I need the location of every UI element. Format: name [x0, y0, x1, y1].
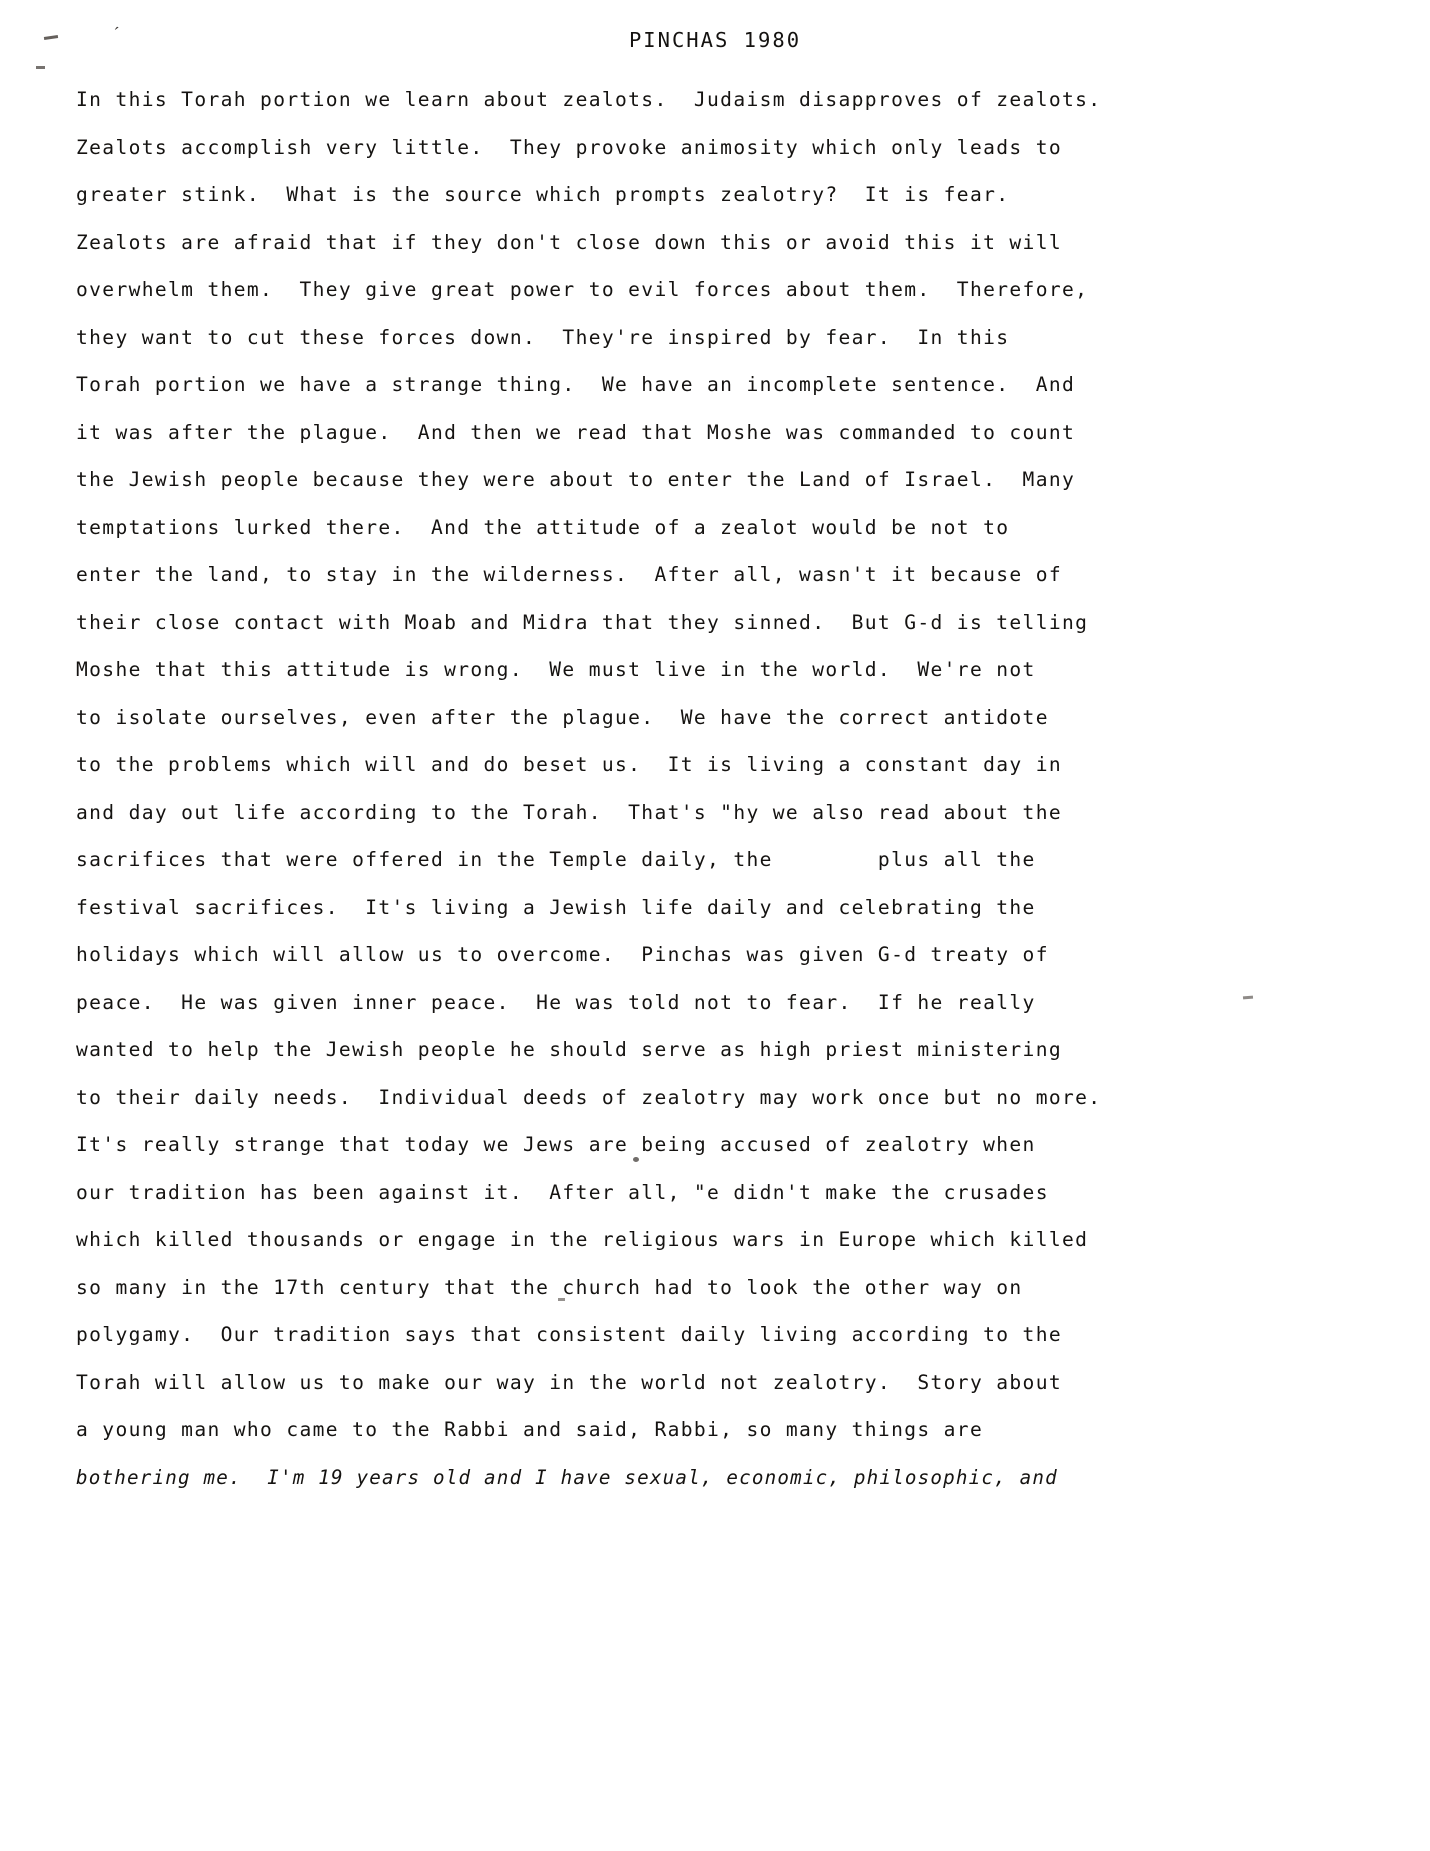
pen-tick-icon: ′: [107, 23, 123, 45]
text-line: to the problems which will and do beset us. It is living a constant day in: [76, 753, 1062, 776]
text-line: bothering me. I'm 19 years old and I have sexual, economic, philosophic, and: [76, 1465, 1058, 1489]
text-line: overwhelm them. They give great power to evil forces about them. Therefore,: [76, 278, 1089, 301]
pen-mark-secondary-icon: [36, 66, 45, 69]
text-line: Zealots are afraid that if they don't close down this or avoid this it will: [76, 230, 1062, 254]
text-line: the Jewish people because they were about to enter the Land of Israel. Many: [76, 468, 1076, 491]
text-line: In this Torah portion we learn about zealots. Judaism disapproves of zealots.: [76, 88, 1102, 111]
text-line: peace. He was given inner peace. He was told not to fear. If he really: [76, 990, 1036, 1014]
text-line: temptations lurked there. And the attitude of a zealot would be not to: [76, 515, 1010, 539]
text-line: to isolate ourselves, even after the plague. We have the correct antidote: [76, 705, 1049, 729]
document-body: [76, 76, 1396, 1501]
text-line: Torah portion we have a strange thing. We have an incomplete sentence. And: [76, 373, 1076, 396]
text-line: Moshe that this attitude is wrong. We must live in the world. We're not: [76, 658, 1036, 681]
text-line: wanted to help the Jewish people he should serve as high priest ministering: [76, 1038, 1062, 1061]
text-line: to their daily needs. Individual deeds of zealotry may work once but no more.: [76, 1085, 1102, 1109]
text-line: it was after the plague. And then we read that Moshe was commanded to count: [76, 420, 1076, 444]
text-line: their close contact with Moab and Midra that they sinned. But G-d is telling: [76, 610, 1089, 634]
text-line: they want to cut these forces down. They're inspired by fear. In this: [76, 325, 1010, 349]
text-line: and day out life according to the Torah. That's "hy we also read about the: [76, 800, 1062, 824]
text-line: Zealots accomplish very little. They provoke animosity which only leads to: [76, 135, 1062, 159]
page-title: PINCHAS 1980: [628, 28, 802, 52]
text-line: enter the land, to stay in the wilderness. After all, wasn't it because of: [76, 563, 1062, 586]
text-line: Torah will allow us to make our way in the world not zealotry. Story about: [76, 1370, 1062, 1394]
text-line: festival sacrifices. It's living a Jewish life daily and celebrating the: [76, 895, 1036, 919]
text-line: greater stink. What is the source which prompts zealotry? It is fear.: [76, 183, 1010, 206]
text-line: polygamy. Our tradition says that consistent daily living according to the: [76, 1323, 1062, 1346]
text-line: It's really strange that today we Jews are being accused of zealotry when: [76, 1133, 1036, 1156]
text-line: our tradition has been against it. After all, "e didn't make the crusades: [76, 1180, 1049, 1204]
text-line: which killed thousands or engage in the religious wars in Europe which killed: [76, 1228, 1089, 1251]
text-line: a young man who came to the Rabbi and said, Rabbi, so many things are: [76, 1418, 984, 1441]
text-line: holidays which will allow us to overcome. Pinchas was given G-d treaty of: [76, 943, 1049, 966]
text-line: so many in the 17th century that the church had to look the other way on: [76, 1275, 1023, 1299]
text-line: sacrifices that were offered in the Temple daily, the plus all the: [76, 848, 1036, 871]
